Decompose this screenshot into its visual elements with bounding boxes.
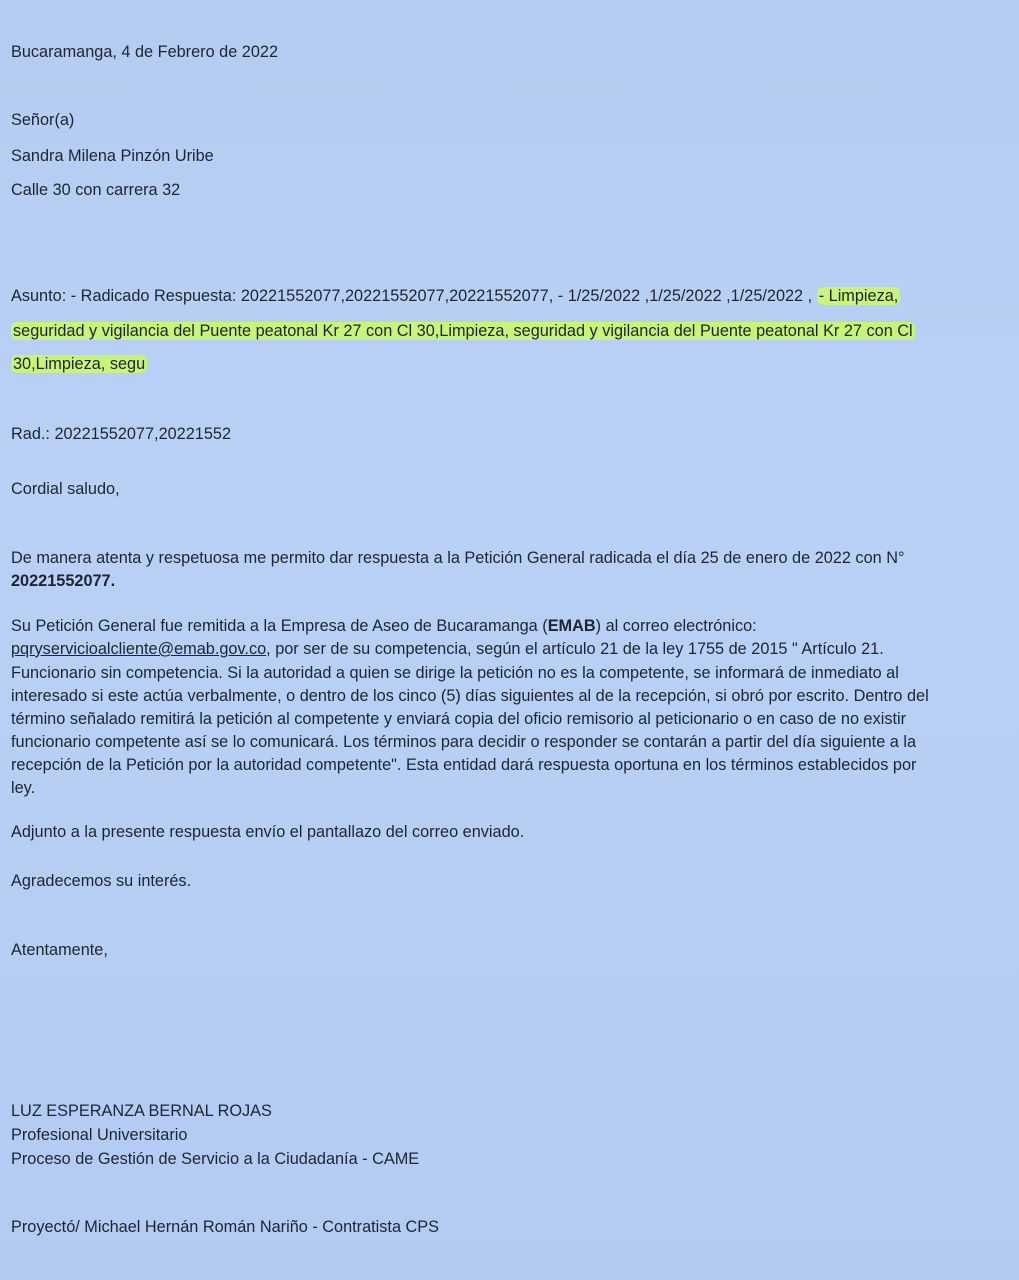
project-line: Proyectó/ Michael Hernán Román Nariño - Contratista CPS xyxy=(11,1218,440,1236)
rad-line: Rad.: 20221552077,20221552 xyxy=(11,425,232,443)
paragraph-3: Adjunto a la presente respuesta envío el pantallazo del correo enviado. xyxy=(11,823,525,841)
subject-line-2 xyxy=(11,320,915,342)
subject-line-3 xyxy=(11,353,147,375)
paragraph-2-line-6: funcionario competente así se lo comunicará. Los términos para decidir o responder se contarán a partir del día siguiente a la xyxy=(11,733,917,751)
paragraph-2-line-3: Funcionario sin competencia. Si la autoridad a quien se dirige la petición no es la competente, se informará de inmediato al xyxy=(11,664,899,682)
paragraph-2-line-5: término señalado remitirá la petición al competente y enviará copia del oficio remisorio al peticionario o en caso de no existir xyxy=(11,710,907,728)
paragraph-1-text: De manera atenta y respetuosa me permito dar respuesta a la Petición General radicada el día 25 de enero de 2022 con N° xyxy=(11,549,905,567)
signer-name: LUZ ESPERANZA BERNAL ROJAS xyxy=(11,1102,272,1120)
recipient-address: Calle 30 con carrera 32 xyxy=(11,181,181,199)
paragraph-1-number: 20221552077. xyxy=(11,572,116,590)
paragraph-2-line-4: interesado si este actúa verbalmente, o dentro de los cinco (5) días siguientes al de la recepción, si obró por escrito. Dentro del xyxy=(11,687,929,705)
subject-highlight-3: 30,Limpieza, segu xyxy=(13,355,146,373)
closing: Atentamente, xyxy=(11,941,108,959)
subject-line-1 xyxy=(11,285,900,307)
date-line: Bucaramanga, 4 de Febrero de 2022 xyxy=(11,43,279,61)
paragraph-2-line-2 xyxy=(11,638,884,660)
paragraph-2-line-1-b: ) al correo electrónico: xyxy=(595,617,757,635)
subject-highlight-1: - Limpieza, xyxy=(818,287,899,305)
greeting: Cordial saludo, xyxy=(11,480,120,498)
email-link[interactable]: pqryservicioalcliente@emab.gov.co xyxy=(11,640,267,658)
subject-highlight-2: seguridad y vigilancia del Puente peatonal Kr 27 con Cl 30,Limpieza, seguridad y vigilancia del Puente peatonal Kr 27 con Cl xyxy=(13,322,913,340)
signer-title: Profesional Universitario xyxy=(11,1126,188,1144)
paragraph-2-line-1 xyxy=(11,615,757,637)
paragraph-2-line-7: recepción de la Petición por la autoridad competente". Esta entidad dará respuesta oportuna en los términos establecidos por xyxy=(11,756,917,774)
salutation-title: Señor(a) xyxy=(11,111,75,129)
paragraph-2-line-1-a: Su Petición General fue remitida a la Empresa de Aseo de Bucaramanga ( xyxy=(11,617,548,635)
recipient-name: Sandra Milena Pinzón Uribe xyxy=(11,147,214,165)
emab-bold: EMAB xyxy=(547,617,596,635)
paragraph-4: Agradecemos su interés. xyxy=(11,872,192,890)
paragraph-2-line-2-rest: , por ser de su competencia, según el artículo 21 de la ley 1755 de 2015 " Artículo 21. xyxy=(266,640,884,658)
subject-prefix: Asunto: - Radicado Respuesta: 20221552077,20221552077,20221552077, - 1/25/2022 ,1/25/2022 ,1/25/2022 , xyxy=(11,287,817,305)
signer-process: Proceso de Gestión de Servicio a la Ciudadanía - CAME xyxy=(11,1150,420,1168)
paragraph-2-line-8: ley. xyxy=(11,779,36,797)
